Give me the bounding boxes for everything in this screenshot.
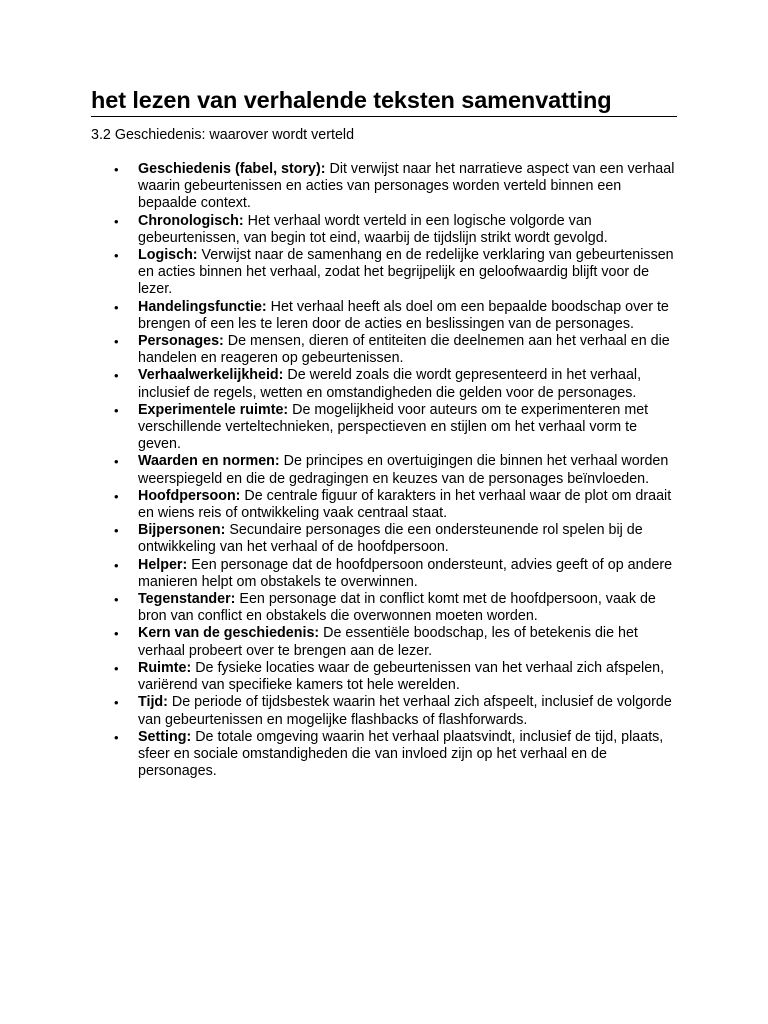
bullet-icon: •	[114, 299, 119, 315]
term-definition: De essentiële boodschap, les of betekenis die het verhaal probeert over te brengen aan de lezer.	[138, 625, 638, 659]
list-item	[91, 367, 677, 401]
term-label: Kern van de geschiedenis:	[138, 625, 320, 642]
term-definition: De wereld zoals die wordt gepresenteerd in het verhaal, inclusief de regels, wetten en omstandigheden die gelden voor de personages.	[138, 367, 642, 401]
bullet-icon: •	[114, 626, 119, 642]
list-item	[91, 247, 677, 299]
term-definition: De periode of tijdsbestek waarin het verhaal zich afspeelt, inclusief de volgorde van gebeurtenissen en mogelijke flashbacks of flashforwards.	[138, 694, 672, 728]
list-item	[91, 161, 677, 213]
term-definition: De mensen, dieren of entiteiten die deelnemen aan het verhaal en die handelen en reageren op gebeurtenissen.	[138, 333, 670, 367]
list-item	[91, 488, 677, 522]
term-definition: Verwijst naar de samenhang en de redelijke verklaring van gebeurtenissen en acties binnen het verhaal, zodat het begrijpelijk en geloofwaardig blijft voor de lezer.	[138, 247, 674, 298]
term-definition: Een personage dat in conflict komt met de hoofdpersoon, vaak de bron van conflict en obstakels die overwonnen moeten worden.	[138, 591, 656, 625]
bullet-icon: •	[114, 488, 119, 504]
bullet-icon: •	[114, 454, 119, 470]
list-item	[91, 625, 677, 659]
term-label: Ruimte:	[138, 659, 192, 676]
bullet-icon: •	[114, 523, 119, 539]
list-item	[91, 299, 677, 333]
term-label: Verhaalwerkelijkheid:	[138, 367, 284, 384]
term-definition: De totale omgeving waarin het verhaal plaatsvindt, inclusief de tijd, plaats, sfeer en sociale omstandigheden die van invloed zijn op het verhaal en de personages.	[138, 728, 664, 780]
list-item	[91, 694, 677, 728]
term-label: Hoofdpersoon:	[138, 487, 241, 504]
term-definition: De principes en overtuigingen die binnen het verhaal worden weerspiegeld en die de gedragingen en keuzes van de personages beïnvloeden.	[138, 453, 669, 487]
document-page	[91, 86, 677, 780]
list-item	[91, 522, 677, 556]
list-item	[91, 402, 677, 454]
term-label: Waarden en normen:	[138, 453, 280, 470]
list-item	[91, 213, 677, 247]
list-item	[91, 333, 677, 367]
term-label: Personages:	[138, 333, 224, 350]
bullet-icon: •	[114, 557, 119, 573]
list-item	[91, 591, 677, 625]
term-label: Experimentele ruimte:	[138, 401, 289, 418]
term-definition: Het verhaal heeft als doel om een bepaalde boodschap over te brengen of een les te leren door de acties en beslissingen van de personages.	[138, 298, 669, 332]
bullet-icon: •	[114, 660, 119, 676]
section-heading: 3.2 Geschiedenis: waarover wordt verteld	[91, 127, 355, 143]
bullet-icon: •	[114, 334, 119, 350]
term-definition: Het verhaal wordt verteld in een logische volgorde van gebeurtenissen, van begin tot eind, waarbij de tijdslijn strikt wordt gevolgd.	[138, 212, 608, 246]
term-label: Logisch:	[138, 247, 198, 264]
bullet-icon: •	[114, 368, 119, 384]
term-label: Bijpersonen:	[138, 522, 226, 539]
bullet-icon: •	[114, 248, 119, 264]
term-definition: De fysieke locaties waar de gebeurtenissen van het verhaal zich afspelen, variërend van specifieke kamers tot hele werelden.	[138, 659, 665, 694]
term-label: Chronologisch:	[138, 212, 244, 229]
term-definition: Een personage dat de hoofdpersoon ondersteunt, advies geeft of op andere manieren helpt om obstakels te overwinnen.	[138, 556, 673, 590]
bullet-icon: •	[114, 162, 119, 177]
list-item	[91, 453, 677, 487]
list-item	[91, 729, 677, 781]
term-definition: De centrale figuur of karakters in het verhaal waar de plot om draait en wiens reis of ontwikkeling vaak centraal staat.	[138, 487, 672, 522]
bullet-icon: •	[114, 592, 119, 608]
term-label: Tijd:	[138, 694, 168, 711]
term-label: Handelingsfunctie:	[138, 298, 267, 315]
bullet-icon: •	[114, 402, 119, 418]
term-label: Geschiedenis (fabel, story):	[138, 161, 326, 177]
bullet-icon: •	[114, 213, 119, 229]
term-label: Tegenstander:	[138, 591, 236, 608]
term-definition: Dit verwijst naar het narratieve aspect van een verhaal waarin gebeurtenissen en acties van personages worden verteld binnen een bepaalde context.	[138, 161, 675, 212]
list-item	[91, 557, 677, 591]
term-definition: De mogelijkheid voor auteurs om te experimenteren met verschillende verteltechnieken, perspectieven en stijlen om het verhaal vorm te geven.	[138, 401, 649, 453]
document-title: het lezen van verhalende teksten samenvatting	[91, 86, 677, 117]
term-label: Setting:	[138, 728, 192, 745]
bullet-icon: •	[114, 729, 119, 745]
bullet-icon: •	[114, 695, 119, 711]
term-label: Helper:	[138, 556, 188, 573]
term-definition: Secundaire personages die een ondersteunende rol spelen bij de ontwikkeling van het verhaal of de hoofdpersoon.	[138, 522, 643, 556]
list-item	[91, 660, 677, 694]
term-list	[91, 161, 677, 780]
